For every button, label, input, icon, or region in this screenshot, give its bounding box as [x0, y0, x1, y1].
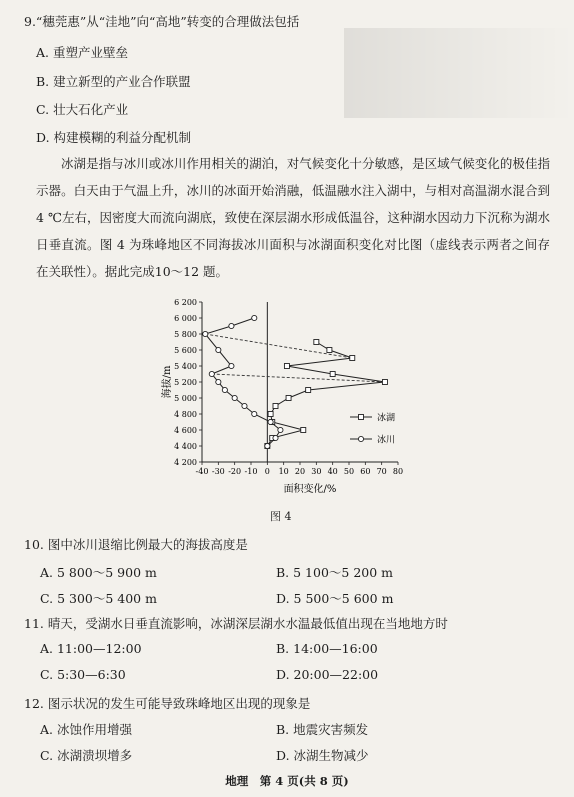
x-tick-label: 60	[360, 467, 371, 476]
x-tick-labels	[196, 462, 404, 476]
x-tick-label: 80	[392, 467, 404, 476]
q11-option-a[interactable]: A. 11:00—12:00	[40, 641, 142, 656]
x-tick-label: -10	[244, 467, 258, 476]
legend-square-marker	[359, 415, 364, 420]
y-tick-label: 5 800	[174, 330, 197, 339]
q11-option-d[interactable]: D. 20:00—22:00	[276, 667, 379, 682]
lake-point	[350, 356, 355, 361]
lake-point	[306, 388, 311, 393]
lake-point	[268, 412, 273, 417]
x-tick-label: -20	[228, 467, 242, 476]
y-tick-label: 4 800	[174, 410, 197, 419]
y-tick-label: 4 600	[174, 426, 197, 435]
glacier-point	[242, 403, 247, 408]
x-tick-label: 70	[376, 467, 387, 476]
lake-point	[284, 364, 289, 369]
y-tick-label: 5 000	[174, 394, 197, 403]
y-tick-label: 5 600	[174, 346, 197, 355]
q10-option-c[interactable]: C. 5 300～5 400 m	[40, 591, 157, 606]
lake-point	[327, 348, 332, 353]
x-tick-label: 20	[294, 467, 306, 476]
bleed-through-shadow	[344, 28, 574, 118]
glacier-lake-chart	[160, 292, 420, 504]
q9-stem: 9.“穗莞惠”从“洼地”向“高地”转变的合理做法包括	[24, 14, 300, 29]
x-tick-label: 40	[327, 467, 338, 476]
q10-option-d[interactable]: D. 5 500～5 600 m	[276, 591, 394, 606]
glacier-point	[232, 395, 237, 400]
lake-point	[286, 396, 291, 401]
page-footer: 地理 第 4 页(共 8 页)	[225, 774, 349, 788]
x-tick-label: -40	[195, 467, 209, 476]
q12-option-c[interactable]: C. 冰湖溃坝增多	[40, 748, 133, 763]
q9-option-d[interactable]: D. 构建模糊的利益分配机制	[36, 130, 192, 145]
lake-point	[382, 380, 387, 385]
passage: 冰湖是指与冰川或冰川作用相关的湖泊，对气候变化十分敏感，是区域气候变化的极佳指示器。白天由于气温上升，冰川的冰面开始消融，低温融水注入湖中，与相对高温湖水混合到 4 ℃左右，因密度大而流向湖底，致使在深层湖水形成低温谷，这种湖水因动力下沉称为湖水日垂直流。图 4 为珠峰地区不同海拔冰川面积与冰湖面积变化对比图（虚线表示两者之间存在关联性）。据此完成10～12 题。	[36, 156, 550, 279]
lake-point	[301, 428, 306, 433]
q9-option-b[interactable]: B. 建立新型的产业合作联盟	[36, 74, 191, 89]
q9-option-c[interactable]: C. 壮大石化产业	[36, 102, 129, 117]
glacier-point	[222, 387, 227, 392]
y-tick-label: 5 400	[174, 362, 197, 371]
q11-stem: 11. 晴天，受湖水日垂直流影响，冰湖深层湖水水温最低值出现在当地地方时	[24, 616, 448, 631]
q12-option-a[interactable]: A. 冰蚀作用增强	[40, 722, 132, 737]
x-tick-label: 0	[264, 467, 270, 476]
x-tick-label: -30	[211, 467, 225, 476]
x-tick-label: 50	[343, 467, 355, 476]
q10-stem: 10. 图中冰川退缩比例最大的海拔高度是	[24, 537, 248, 552]
y-tick-label: 4 400	[174, 442, 197, 451]
correlation-dashed-lines	[205, 334, 385, 382]
x-tick-label: 10	[278, 467, 289, 476]
lake-point	[314, 340, 319, 345]
y-tick-labels	[174, 298, 202, 467]
legend-circle-marker	[358, 436, 363, 441]
glacier-point	[265, 443, 270, 448]
legend-label: 冰湖	[377, 413, 396, 424]
q12-option-d[interactable]: D. 冰湖生物减少	[276, 748, 369, 763]
glacier-point	[216, 379, 221, 384]
y-tick-label: 5 200	[174, 378, 197, 387]
q12-stem: 12. 图示状况的发生可能导致珠峰地区出现的现象是	[24, 696, 311, 711]
lake-point	[273, 404, 278, 409]
figure-caption: 图 4	[270, 510, 292, 523]
glacier-point	[209, 371, 214, 376]
glacier-point	[268, 419, 273, 424]
glacier-point	[229, 323, 234, 328]
glacier-point	[278, 427, 283, 432]
glacier-point	[203, 331, 208, 336]
lake-point	[330, 372, 335, 377]
x-axis-label: 面积变化/%	[283, 484, 337, 495]
y-axis-label: 海拔/m	[162, 365, 173, 399]
series-line-lake	[267, 342, 385, 446]
y-tick-label: 4 200	[174, 458, 197, 467]
q11-option-b[interactable]: B. 14:00—16:00	[276, 641, 378, 656]
dashed-link	[205, 334, 352, 358]
q10-option-a[interactable]: A. 5 800～5 900 m	[40, 565, 157, 580]
y-tick-label: 6 000	[174, 314, 197, 323]
chart-series	[203, 315, 388, 448]
x-tick-label: 30	[311, 467, 322, 476]
q10-option-b[interactable]: B. 5 100～5 200 m	[276, 565, 394, 580]
glacier-point	[273, 435, 278, 440]
legend-label: 冰川	[377, 435, 396, 446]
glacier-point	[229, 363, 234, 368]
q9-option-a[interactable]: A. 重塑产业壁垒	[36, 45, 128, 60]
glacier-point	[216, 347, 221, 352]
glacier-point	[252, 315, 257, 320]
q12-option-b[interactable]: B. 地震灾害频发	[276, 722, 369, 737]
chart-legend	[350, 412, 395, 446]
y-tick-label: 6 200	[174, 298, 197, 307]
glacier-point	[252, 411, 257, 416]
q11-option-c[interactable]: C. 5:30—6:30	[40, 667, 126, 682]
